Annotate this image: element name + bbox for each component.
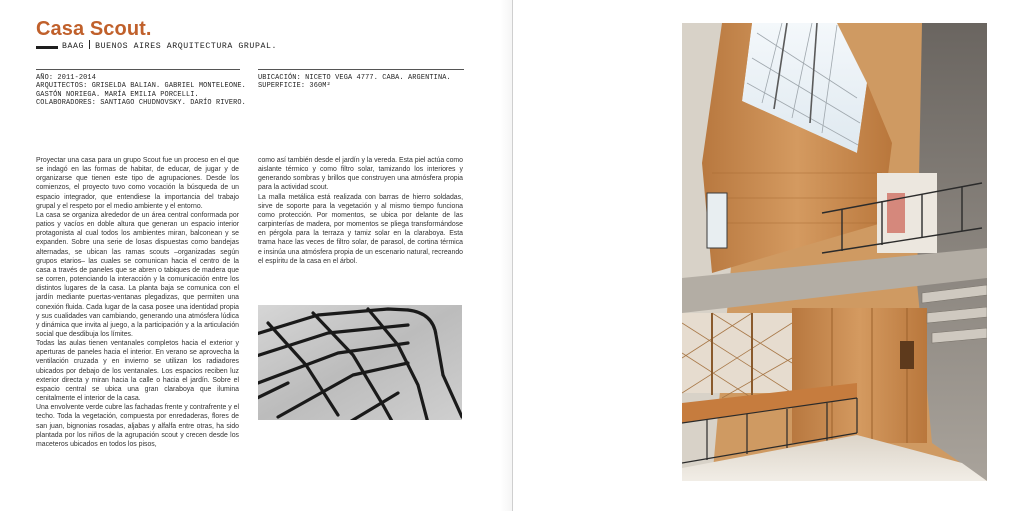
body-paragraph: Todas las aulas tienen ventanales completos hacia el exterior y aperturas de paneles hacia el interior. En verano se aprovecha la ventilación cruzada y en invierno se utilizan los radiadores ubicados por debajo de los ventanales. Los espacios reciben luz exterior directa y miran hacia la calle o hacia el jardín. Sobre el espacio central se ubica una gran claraboya que ilumina cenitalmente el interior de la casa. <box>36 340 239 403</box>
subtitle-separator <box>89 40 90 49</box>
body-paragraph: Una envolvente verde cubre las fachadas frente y contrafrente y el techo. Toda la vegetación, compuesta por enredaderas, flores de san juan, bignonias rosadas, aljabas y alfalfa entre otras, ha sido plantada por los niños de la agrupación scout y crecen desde los maceteros ubicados en todos los pisos, <box>36 404 240 448</box>
page-gutter <box>512 0 513 511</box>
body-paragraph: La casa se organiza alrededor de un área central conformada por patios y vacíos en doble altura que generan un espacio interior protagonista al cual todos los ambientes miran, balconean y se expanden. Sobre una serie de losas dispuestas como bandejas alternadas, se ubican las ramas scouts –organizadas según grupos etarios– las cuales se comunican hacia el centro de la casa a través de paneles que se abren o tabiques de madera que se corren, potenciando la interacción y la comunicación entre los distintos lugares de la casa. La planta baja se comunica con el jardín mediante puertas-ventanas plegadizas, que permiten una conexión fluida. Cada lugar de la casa posee una identidad propia y sus cualidades van cambiando, generando una atmósfera lúdica y dinámica que invita al juego, a la participación y a la articulación social que desdibuja los límites. <box>36 211 239 338</box>
info-architects-cont: GASTÓN NORIEGA. MARÍA EMILIA PORCELLI. <box>36 90 199 99</box>
studio-name: BAAG <box>62 42 85 51</box>
body-paragraph: La malla metálica está realizada con barras de hierro soldadas, sirve de soporte para la vegetación y al mismo tiempo funciona como protección. Por momentos, se ubica por delante de las carpinterías de madera, por momentos se pliega transformándose en pérgola para la terraza y tamiz solar en la claraboya. Esta trama hace las veces de filtro solar, de parasol, de cortina térmica e insinúa una atmósfera propia de un escenario natural, recreando el espíritu de la casa en el árbol. <box>258 193 463 265</box>
body-paragraph: Proyectar una casa para un grupo Scout fue un proceso en el que se indagó en las formas de habitar, de educar, de jugar y de organizarse que tienen este tipo de agrupaciones. Desde los comienzos, el proyecto tuvo como vocación la búsqueda de un espacio integrador, que entendiese la importancia del trabajo grupal y el respeto por el medio ambiente y el entorno. <box>36 157 239 210</box>
gutter-shadow <box>500 0 512 511</box>
body-column-1 <box>36 156 239 449</box>
title-underline <box>36 46 58 49</box>
info-architects: ARQUITECTOS: GRISELDA BALIAN. GABRIEL MONTELEONE. <box>36 82 246 91</box>
info-surface: SUPERFICIE: 360M² <box>258 82 331 91</box>
info-rule-right <box>258 69 464 70</box>
body-column-2 <box>258 156 463 266</box>
info-location: UBICACIÓN: NICETO VEGA 4777. CABA. ARGENTINA. <box>258 74 451 82</box>
atrium-illustration <box>682 23 987 481</box>
info-rule-left <box>36 69 240 70</box>
article-subtitle <box>62 40 277 51</box>
metal-mesh-illustration <box>258 305 462 420</box>
body-paragraph: como así también desde el jardín y la vereda. Esta piel actúa como aislante térmico y como filtro solar, tamizando los interiores y generando sombras y brillos que construyen una atmósfera propia para la actividad scout. <box>258 157 463 192</box>
project-info-left <box>36 74 246 107</box>
project-info-right <box>258 74 451 91</box>
info-year: AÑO: 2011-2014 <box>36 74 96 82</box>
article-title: Casa Scout. <box>36 18 152 40</box>
metal-mesh-photo <box>258 305 462 420</box>
info-collaborators: COLABORADORES: SANTIAGO CHUDNOVSKY. DARÍO RIVERO. <box>36 98 246 107</box>
studio-fullname: BUENOS AIRES ARQUITECTURA GRUPAL. <box>95 42 278 51</box>
interior-atrium-photo <box>682 23 987 481</box>
